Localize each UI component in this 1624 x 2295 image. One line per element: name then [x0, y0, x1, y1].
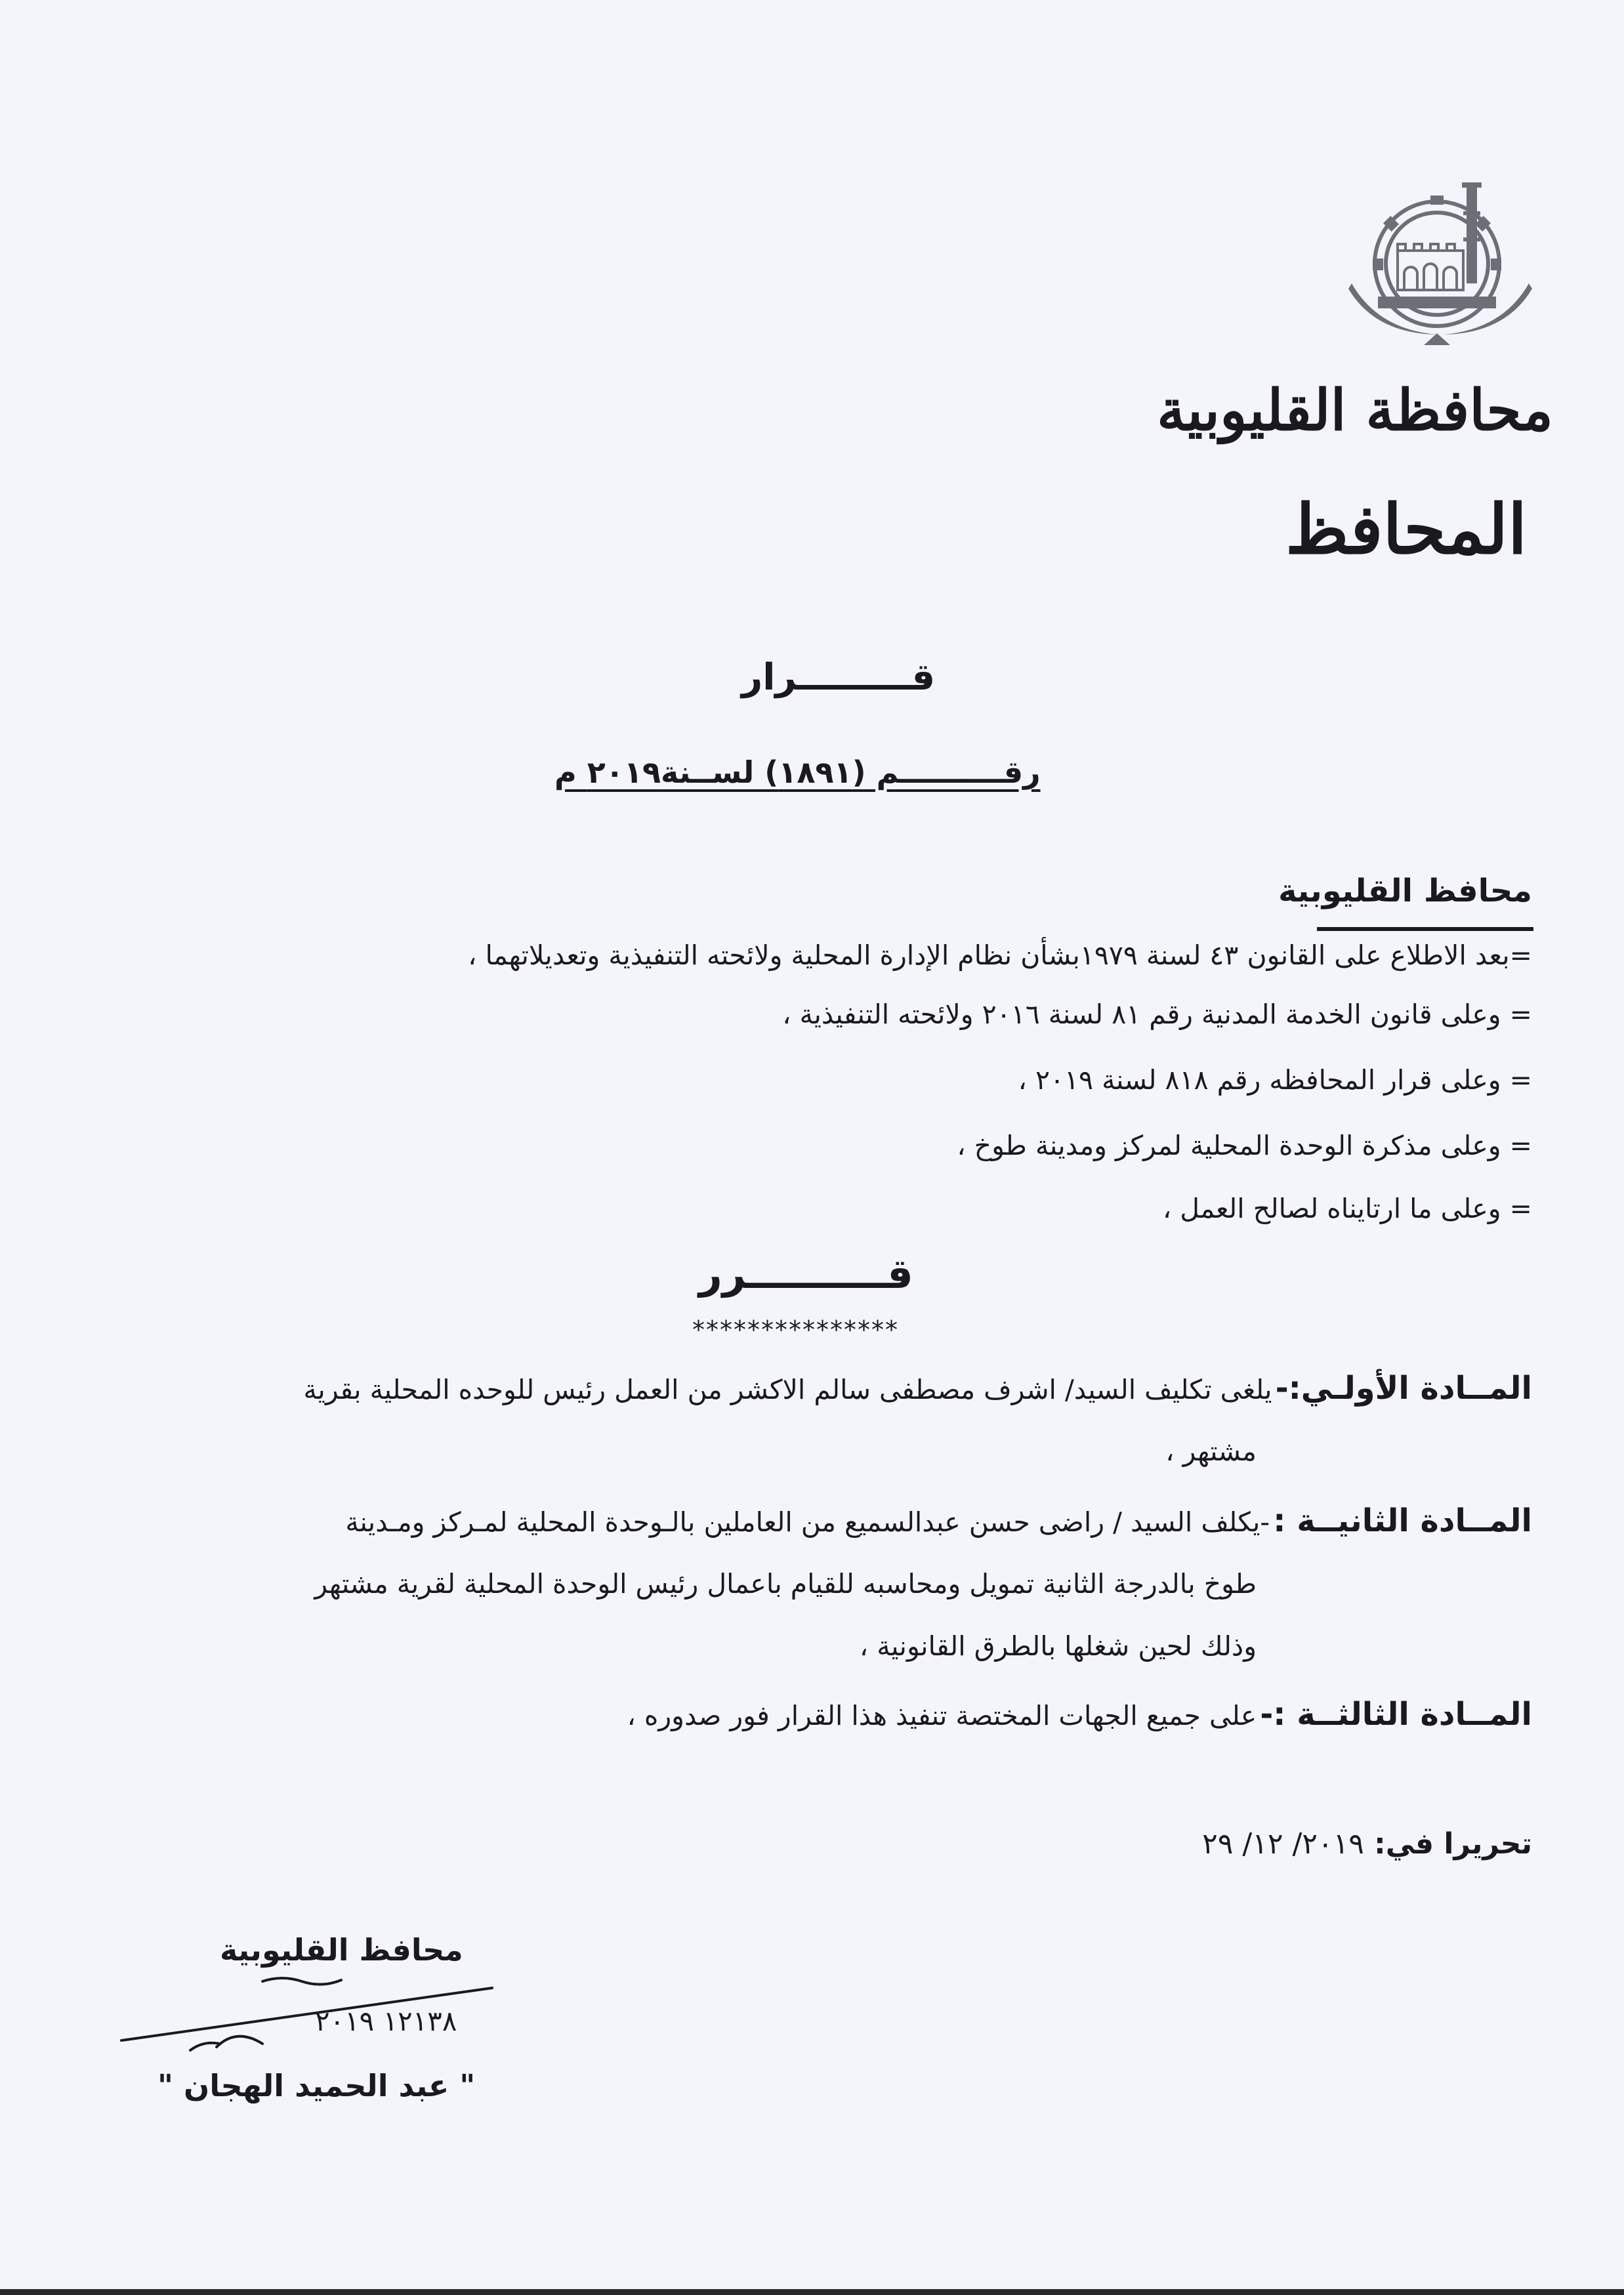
date-value: ٢٠١٩/ ١٢/ ٢٩: [1202, 1827, 1364, 1861]
preamble-line: =بعد الاطلاع على القانون ٤٣ لسنة ١٩٧٩بشأن نظام الإدارة المحلية ولائحته التنفيذية وتعديلاتهما ،: [468, 940, 1532, 971]
issue-date: [1202, 1827, 1532, 1861]
signatory-name: " عبد الحميد الهجان ": [157, 2068, 476, 2103]
governorate-name: محافظة القليوبية: [1157, 377, 1553, 444]
article-text: على جميع الجهات المختصة تنفيذ هذا القرار فور صدوره ،: [627, 1700, 1257, 1731]
decree-number: رقــــــــــم (١٨٩١) لســنة٢٠١٩ م: [554, 755, 1041, 790]
article-third: [627, 1696, 1532, 1733]
date-label: تحريرا في:: [1374, 1827, 1532, 1861]
article-text: -يكلف السيد / راضى حسن عبدالسميع من العاملين بالـوحدة المحلية لمـركز ومـدينة: [345, 1506, 1270, 1538]
scan-edge: [0, 2289, 1624, 2295]
resolves-heading: قــــــــــرر: [699, 1250, 913, 1298]
governor-title: المحافظ: [1285, 489, 1527, 569]
decree-title: قـــــــــرار: [741, 656, 936, 699]
preamble-line: = وعلى قانون الخدمة المدنية رقم ٨١ لسنة ٢٠١٦ ولائحته التنفيذية ،: [782, 999, 1532, 1030]
issuer-heading: محافظ القليوبية: [1278, 873, 1532, 909]
separator-stars: ***************: [692, 1315, 899, 1344]
signature-title: محافظ القليوبية: [220, 1932, 463, 1968]
article-label: المــادة الثالثــة :-: [1260, 1696, 1532, 1733]
preamble-line: = وعلى قرار المحافظه رقم ٨١٨ لسنة ٢٠١٩ ،: [1018, 1064, 1532, 1096]
article-label: المــادة الثانيــة :: [1273, 1502, 1532, 1539]
article-continuation: مشتهر ،: [1165, 1436, 1257, 1467]
issuer-underline: [1317, 927, 1533, 931]
preamble-line: = وعلى ما ارتايناه لصالح العمل ،: [1162, 1193, 1532, 1224]
article-text: يلغى تكليف السيد/ اشرف مصطفى سالم الاكشر من العمل رئيس للوحده المحلية بقرية: [303, 1374, 1272, 1405]
article-second: [345, 1502, 1532, 1539]
preamble-line: = وعلى مذكرة الوحدة المحلية لمركز ومدينة طوخ ،: [957, 1130, 1532, 1161]
article-first: [303, 1370, 1532, 1407]
article-label: المــادة الأولـي:-: [1275, 1370, 1532, 1407]
article-continuation: طوخ بالدرجة الثانية تمويل ومحاسبه للقيام باعمال رئيس الوحدة المحلية لقرية مشتهر: [314, 1568, 1257, 1600]
handwritten-note: ١٢١٣٨ ٢٠١٩: [315, 2005, 457, 2037]
handwritten-signature: [118, 1968, 499, 2060]
article-continuation: وذلك لحين شغلها بالطرق القانونية ،: [859, 1630, 1257, 1662]
governorate-logo: [1339, 172, 1549, 349]
